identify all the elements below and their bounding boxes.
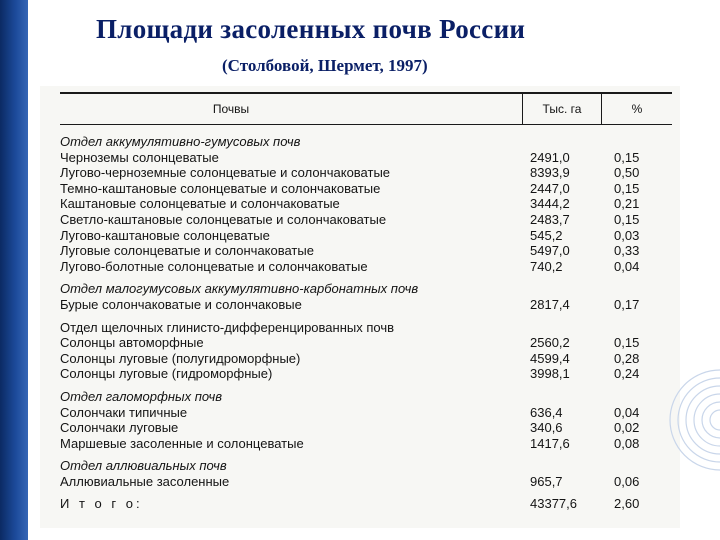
decorative-swirl [650,360,720,480]
table-row [60,181,672,197]
percent-value: 0,33 [614,243,640,259]
table-row [60,165,672,181]
section-header-row [60,281,672,297]
percent-value: 0,15 [614,211,640,227]
header-soil: Почвы [212,102,250,116]
soil-name: И т о г о: [60,496,143,512]
percent-value: 0,15 [614,180,640,196]
area-value: 2483,7 [530,211,570,227]
table-row [60,243,672,259]
soil-name: Лугово-каштановые солонцеватые [60,227,270,243]
area-value [524,458,602,474]
area-value [524,320,602,336]
table-row [60,405,672,421]
table-row [60,212,672,228]
table-row [60,150,672,166]
area-value [524,281,602,297]
soil-name: Солонцы луговые (полугидроморфные) [60,350,301,366]
soil-name: Черноземы солонцеватые [60,149,219,165]
table-row [60,351,672,367]
area-value: 5497,0 [530,243,570,259]
area-value: 965,7 [530,473,563,489]
soil-name: Отдел галоморфных почв [60,388,223,404]
area-value: 2560,2 [530,335,570,351]
area-value [524,389,602,405]
table-row [60,297,672,313]
section-header-row [60,458,672,474]
percent-value: 0,04 [614,404,640,420]
percent-value: 0,06 [614,473,640,489]
percent-value [602,134,672,150]
percent-value: 0,04 [614,258,640,274]
table-row [60,420,672,436]
percent-value: 0,02 [614,420,640,436]
area-value: 545,2 [530,227,563,243]
soil-name: Аллювиальные засоленные [60,473,230,489]
percent-value: 2,60 [614,496,640,512]
section-header-row [60,389,672,405]
table-row [60,259,672,275]
area-value: 1417,6 [530,435,570,451]
table-row [60,228,672,244]
header-area: Тыс. га [522,94,601,124]
left-decorative-band [0,0,28,540]
area-value: 2447,0 [530,180,570,196]
percent-value: 0,15 [614,335,640,351]
header-percent: % [601,94,672,124]
percent-value: 0,17 [614,296,640,312]
section-header-row [60,320,672,336]
area-value: 2491,0 [530,149,570,165]
soil-name: Каштановые солонцеватые и солончаковатые [60,196,340,212]
table-row [60,335,672,351]
area-value: 8393,9 [530,165,570,181]
percent-value: 0,28 [614,350,640,366]
area-value: 636,4 [530,404,563,420]
soil-name: Солончаки луговые [60,420,179,436]
area-value: 740,2 [530,258,563,274]
soil-name: Отдел щелочных глинисто-дифференцированных почв [60,319,395,335]
table-row [60,366,672,382]
percent-value [602,320,672,336]
area-value: 340,6 [530,420,563,436]
soil-name: Отдел аллювиальных почв [60,458,227,474]
area-value [524,134,602,150]
slide-subtitle: (Столбовой, Шермет, 1997) [222,56,428,75]
soil-name: Лугово-болотные солонцеватые и солончаковатые [60,258,368,274]
area-value: 3998,1 [530,366,570,382]
percent-value: 0,21 [614,196,640,212]
table-header [60,94,672,125]
table-row [60,196,672,212]
soil-name: Луговые солонцеватые и солончаковатые [60,243,314,259]
soil-name: Светло-каштановые солонцеватые и солончаковатые [60,211,387,227]
percent-value: 0,15 [614,149,640,165]
percent-value: 0,24 [614,366,640,382]
soil-name: Солонцы луговые (гидроморфные) [60,366,273,382]
total-row [60,496,672,512]
table-row [60,436,672,452]
soil-name: Маршевые засоленные и солонцеватые [60,435,304,451]
soil-name: Солончаки типичные [60,404,188,420]
section-header-row [60,134,672,150]
soil-name: Отдел малогумусовых аккумулятивно-карбонатных почв [60,281,419,297]
percent-value: 0,50 [614,165,640,181]
table-body [60,125,672,512]
percent-value: 0,03 [614,227,640,243]
area-value: 2817,4 [530,296,570,312]
area-value: 3444,2 [530,196,570,212]
soil-name: Темно-каштановые солонцеватые и солончаковатые [60,180,381,196]
soil-name: Солонцы автоморфные [60,335,204,351]
soil-name: Бурые солончаковатые и солончаковые [60,296,302,312]
soil-name: Отдел аккумулятивно-гумусовых почв [60,134,301,149]
scanned-table [40,86,680,528]
area-value: 43377,6 [530,496,577,512]
percent-value [602,281,672,297]
area-value: 4599,4 [530,350,570,366]
percent-value: 0,08 [614,435,640,451]
slide-title: Площади засоленных почв России [96,14,526,44]
table-row [60,474,672,490]
soil-name: Лугово-черноземные солонцеватые и солончаковатые [60,165,391,181]
